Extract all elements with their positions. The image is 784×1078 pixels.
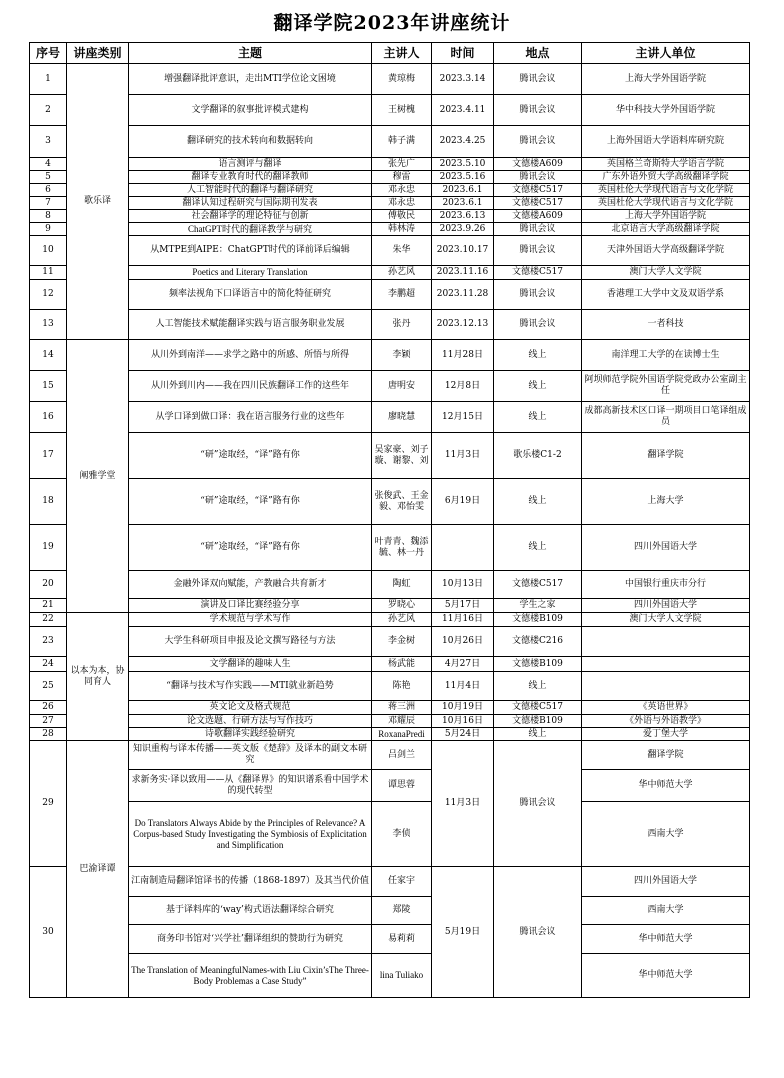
table-row: [30, 171, 750, 184]
topic-cell: Do Translators Always Abide by the Principles of Relevance? A Corpus-based Study Investigating the Symbiosis of Explicitation and Simplification: [129, 802, 372, 867]
topic-cell: 翻译研究的技术转向和数据转向: [129, 126, 372, 158]
unit-cell: 上海大学外国语学院: [582, 210, 750, 223]
place-cell: 学生之家: [494, 599, 582, 613]
unit-cell: 翻译学院: [582, 741, 750, 770]
place-cell: 腾讯会议: [494, 95, 582, 126]
place-cell: 腾讯会议: [494, 741, 582, 867]
row-no: 21: [30, 599, 67, 613]
place-cell: 线上: [494, 672, 582, 701]
category-cell: 歌乐译: [67, 64, 129, 340]
time-cell: [432, 525, 494, 571]
unit-cell: 四川外国语大学: [582, 867, 750, 897]
place-cell: 线上: [494, 371, 582, 402]
place-cell: 文德楼B109: [494, 715, 582, 728]
table-row: [30, 672, 750, 701]
unit-cell: 上海大学外国语学院: [582, 64, 750, 95]
unit-cell: 南洋理工大学的在读博士生: [582, 340, 750, 371]
time-cell: 2023.9.26: [432, 223, 494, 236]
category-cell: 巴渝译谭: [67, 741, 129, 998]
place-cell: 文德楼C517: [494, 184, 582, 197]
row-no: 24: [30, 657, 67, 672]
table-row: [30, 925, 750, 954]
time-cell: 2023.5.16: [432, 171, 494, 184]
row-no: 13: [30, 310, 67, 340]
speaker-cell: 谭思蓉: [372, 770, 432, 802]
topic-cell: 从川外到南洋——求学之路中的所感、所悟与所得: [129, 340, 372, 371]
speaker-cell: 李颖: [372, 340, 432, 371]
table-row: [30, 310, 750, 340]
table-row: [30, 741, 750, 770]
speaker-cell: 孙艺风: [372, 613, 432, 627]
time-cell: 2023.6.13: [432, 210, 494, 223]
place-cell: 腾讯会议: [494, 126, 582, 158]
speaker-cell: 韩林涛: [372, 223, 432, 236]
topic-cell: 基于译料库的‘way’构式语法翻译综合研究: [129, 897, 372, 925]
table-row: [30, 197, 750, 210]
row-no: 4: [30, 158, 67, 171]
table-row: [30, 715, 750, 728]
unit-cell: 英国格兰奇斯特大学语言学院: [582, 158, 750, 171]
row-no: 3: [30, 126, 67, 158]
topic-cell: 文学翻译的趣味人生: [129, 657, 372, 672]
unit-cell: 西南大学: [582, 802, 750, 867]
topic-cell: 频率法视角下口译语言中的简化特征研究: [129, 280, 372, 310]
row-no: 30: [30, 867, 67, 998]
unit-cell: 四川外国语大学: [582, 525, 750, 571]
table-row: [30, 954, 750, 998]
time-cell: 2023.3.14: [432, 64, 494, 95]
row-no: 26: [30, 701, 67, 715]
time-cell: 2023.4.25: [432, 126, 494, 158]
place-cell: 腾讯会议: [494, 64, 582, 95]
speaker-cell: 陶虹: [372, 571, 432, 599]
unit-cell: 华中师范大学: [582, 925, 750, 954]
header-no: 序号: [30, 43, 67, 64]
time-cell: 11月28日: [432, 340, 494, 371]
speaker-cell: 李侦: [372, 802, 432, 867]
row-no: 14: [30, 340, 67, 371]
row-no: 29: [30, 741, 67, 867]
speaker-cell: 朱华: [372, 236, 432, 266]
table-row: [30, 479, 750, 525]
topic-cell: 人工智能技术赋能翻译实践与语言服务职业发展: [129, 310, 372, 340]
topic-cell: 金融外译双向赋能，产教融合共育新才: [129, 571, 372, 599]
topic-cell: 人工智能时代的翻译与翻译研究: [129, 184, 372, 197]
row-no: 12: [30, 280, 67, 310]
table-row: [30, 867, 750, 897]
header-topic: 主题: [129, 43, 372, 64]
unit-cell: 西南大学: [582, 897, 750, 925]
topic-cell: 文学翻译的叙事批评模式建构: [129, 95, 372, 126]
topic-cell: The Translation of MeaningfulNames-with Liu Cixin’sThe Three-Body Problemas a Case Study”: [129, 954, 372, 998]
place-cell: 文德楼C517: [494, 701, 582, 715]
unit-cell: [582, 657, 750, 672]
table-row: [30, 728, 750, 741]
table-row: [30, 280, 750, 310]
row-no: 18: [30, 479, 67, 525]
topic-cell: 诗歌翻译实践经验研究: [129, 728, 372, 741]
unit-cell: 英国杜伦大学现代语言与文化学院: [582, 197, 750, 210]
topic-cell: 演讲及口译比赛经验分享: [129, 599, 372, 613]
speaker-cell: 傅敬民: [372, 210, 432, 223]
table-row: [30, 210, 750, 223]
topic-cell: 从学口译到做口译：我在语言服务行业的这些年: [129, 402, 372, 433]
time-cell: 11月3日: [432, 741, 494, 867]
place-cell: 腾讯会议: [494, 867, 582, 998]
row-no: 6: [30, 184, 67, 197]
category-cell: 阐雅学堂: [67, 340, 129, 613]
speaker-cell: 李金树: [372, 627, 432, 657]
place-cell: 文德楼C517: [494, 571, 582, 599]
speaker-cell: 张俊武、王金毅、邓怡雯: [372, 479, 432, 525]
row-no: 20: [30, 571, 67, 599]
topic-cell: 大学生科研项目申报及论文撰写路径与方法: [129, 627, 372, 657]
header-row: [30, 43, 750, 64]
place-cell: 线上: [494, 728, 582, 741]
table-row: [30, 657, 750, 672]
speaker-cell: 蒋三洲: [372, 701, 432, 715]
unit-cell: 英国杜伦大学现代语言与文化学院: [582, 184, 750, 197]
place-cell: 文德楼B109: [494, 657, 582, 672]
topic-cell: ChatGPT时代的翻译教学与研究: [129, 223, 372, 236]
place-cell: 线上: [494, 525, 582, 571]
unit-cell: 上海大学: [582, 479, 750, 525]
row-no: 2: [30, 95, 67, 126]
table-row: [30, 371, 750, 402]
row-no: 8: [30, 210, 67, 223]
speaker-cell: 张丹: [372, 310, 432, 340]
row-no: 22: [30, 613, 67, 627]
time-cell: 2023.6.1: [432, 197, 494, 210]
row-no: 7: [30, 197, 67, 210]
topic-cell: Poetics and Literary Translation: [129, 266, 372, 280]
header-unit: 主讲人单位: [582, 43, 750, 64]
topic-cell: 增强翻译批评意识，走出MTI学位论文困境: [129, 64, 372, 95]
unit-cell: 成都高新技术区口译一期项目口笔译组成员: [582, 402, 750, 433]
table-row: [30, 613, 750, 627]
category-cell: 以本为本，协同育人: [67, 613, 129, 741]
time-cell: 10月13日: [432, 571, 494, 599]
time-cell: 10月16日: [432, 715, 494, 728]
time-cell: 2023.5.10: [432, 158, 494, 171]
topic-cell: 江南制造局翻译馆译书的传播（1868-1897）及其当代价值: [129, 867, 372, 897]
place-cell: 腾讯会议: [494, 236, 582, 266]
speaker-cell: 邓永忠: [372, 184, 432, 197]
speaker-cell: lina Tuliako: [372, 954, 432, 998]
place-cell: 腾讯会议: [494, 310, 582, 340]
topic-cell: “研”途取经，“译”路有你: [129, 433, 372, 479]
topic-cell: “翻译与技术写作实践——MTI就业新趋势: [129, 672, 372, 701]
speaker-cell: 杨武能: [372, 657, 432, 672]
table-row: [30, 571, 750, 599]
row-no: 19: [30, 525, 67, 571]
speaker-cell: 吴家豪、刘子璇、谢黎、刘: [372, 433, 432, 479]
row-no: 10: [30, 236, 67, 266]
place-cell: 文德楼C517: [494, 266, 582, 280]
speaker-cell: 罗晓心: [372, 599, 432, 613]
row-no: 15: [30, 371, 67, 402]
time-cell: 5月17日: [432, 599, 494, 613]
row-no: 5: [30, 171, 67, 184]
table-row: [30, 627, 750, 657]
unit-cell: 澳门大学人文学院: [582, 613, 750, 627]
speaker-cell: RoxanaPredi: [372, 728, 432, 741]
place-cell: 文德楼C216: [494, 627, 582, 657]
unit-cell: 华中师范大学: [582, 770, 750, 802]
topic-cell: 英文论文及格式规范: [129, 701, 372, 715]
row-no: 11: [30, 266, 67, 280]
topic-cell: 求新务实·译以致用——从《翻译界》的知识谱系看中国学术的现代转型: [129, 770, 372, 802]
speaker-cell: 韩子满: [372, 126, 432, 158]
place-cell: 文德楼A609: [494, 158, 582, 171]
unit-cell: [582, 627, 750, 657]
unit-cell: 爱丁堡大学: [582, 728, 750, 741]
unit-cell: 广东外语外贸大学高级翻译学院: [582, 171, 750, 184]
table-row: [30, 525, 750, 571]
unit-cell: [582, 672, 750, 701]
time-cell: 2023.6.1: [432, 184, 494, 197]
speaker-cell: 王树槐: [372, 95, 432, 126]
table-row: [30, 223, 750, 236]
table-row: [30, 701, 750, 715]
speaker-cell: 廖晓慧: [372, 402, 432, 433]
speaker-cell: 张先广: [372, 158, 432, 171]
time-cell: 10月26日: [432, 627, 494, 657]
table-row: [30, 184, 750, 197]
time-cell: 2023.11.28: [432, 280, 494, 310]
unit-cell: 北京语言大学高级翻译学院: [582, 223, 750, 236]
place-cell: 腾讯会议: [494, 223, 582, 236]
topic-cell: 从MTPE到AIPE：ChatGPT时代的译前译后编辑: [129, 236, 372, 266]
table-row: [30, 64, 750, 95]
topic-cell: 学术规范与学术写作: [129, 613, 372, 627]
row-no: 9: [30, 223, 67, 236]
time-cell: 5月19日: [432, 867, 494, 998]
page-title: 翻译学院2023年讲座统计: [273, 12, 511, 34]
table-row: [30, 897, 750, 925]
time-cell: 2023.10.17: [432, 236, 494, 266]
place-cell: 线上: [494, 402, 582, 433]
place-cell: 腾讯会议: [494, 171, 582, 184]
time-cell: 6月19日: [432, 479, 494, 525]
unit-cell: 华中师范大学: [582, 954, 750, 998]
speaker-cell: 穆雷: [372, 171, 432, 184]
table-row: [30, 402, 750, 433]
table-row: [30, 340, 750, 371]
topic-cell: “研”途取经，“译”路有你: [129, 525, 372, 571]
table-row: [30, 95, 750, 126]
time-cell: 4月27日: [432, 657, 494, 672]
lecture-table: [29, 42, 750, 998]
topic-cell: 知识重构与译本传播——英文版《楚辞》及译本的副文本研究: [129, 741, 372, 770]
time-cell: 10月19日: [432, 701, 494, 715]
header-speaker: 主讲人: [372, 43, 432, 64]
time-cell: 12月15日: [432, 402, 494, 433]
row-no: 23: [30, 627, 67, 657]
table-row: [30, 266, 750, 280]
unit-cell: 上海外国语大学语料库研究院: [582, 126, 750, 158]
unit-cell: 四川外国语大学: [582, 599, 750, 613]
speaker-cell: 叶青青、魏添毓、林一丹: [372, 525, 432, 571]
time-cell: 5月24日: [432, 728, 494, 741]
topic-cell: “研”途取经，“译”路有你: [129, 479, 372, 525]
unit-cell: 《英语世界》: [582, 701, 750, 715]
row-no: 27: [30, 715, 67, 728]
table-row: [30, 433, 750, 479]
unit-cell: 一者科技: [582, 310, 750, 340]
header-time: 时间: [432, 43, 494, 64]
header-place: 地点: [494, 43, 582, 64]
time-cell: 2023.12.13: [432, 310, 494, 340]
row-no: 28: [30, 728, 67, 741]
topic-cell: 翻译专业教育时代的翻译教师: [129, 171, 372, 184]
place-cell: 文德楼B109: [494, 613, 582, 627]
unit-cell: 天津外国语大学高级翻译学院: [582, 236, 750, 266]
topic-cell: 论文选题、行研方法与写作技巧: [129, 715, 372, 728]
table-row: [30, 770, 750, 802]
time-cell: 11月16日: [432, 613, 494, 627]
speaker-cell: 易莉莉: [372, 925, 432, 954]
time-cell: 2023.11.16: [432, 266, 494, 280]
time-cell: 12月8日: [432, 371, 494, 402]
table-row: [30, 599, 750, 613]
speaker-cell: 吕剑兰: [372, 741, 432, 770]
speaker-cell: 任家宇: [372, 867, 432, 897]
table-row: [30, 236, 750, 266]
place-cell: 文德楼C517: [494, 197, 582, 210]
place-cell: 腾讯会议: [494, 280, 582, 310]
topic-cell: 社会翻译学的理论特征与创新: [129, 210, 372, 223]
unit-cell: 阿坝师范学院外国语学院党政办公室副主任: [582, 371, 750, 402]
speaker-cell: 黄琼梅: [372, 64, 432, 95]
table-row: [30, 158, 750, 171]
place-cell: 线上: [494, 340, 582, 371]
unit-cell: 香港理工大学中文及双语学系: [582, 280, 750, 310]
unit-cell: 《外语与外语教学》: [582, 715, 750, 728]
topic-cell: 商务印书馆对‘兴学社’翻译组织的赞助行为研究: [129, 925, 372, 954]
speaker-cell: 邓永忠: [372, 197, 432, 210]
unit-cell: 华中科技大学外国语学院: [582, 95, 750, 126]
time-cell: 11月3日: [432, 433, 494, 479]
unit-cell: 澳门大学人文学院: [582, 266, 750, 280]
speaker-cell: 郑陵: [372, 897, 432, 925]
table-row: [30, 126, 750, 158]
row-no: 1: [30, 64, 67, 95]
unit-cell: 翻译学院: [582, 433, 750, 479]
place-cell: 文德楼A609: [494, 210, 582, 223]
speaker-cell: 邓耀辰: [372, 715, 432, 728]
topic-cell: 从川外到川内——我在四川民族翻译工作的这些年: [129, 371, 372, 402]
topic-cell: 翻译认知过程研究与国际期刊发表: [129, 197, 372, 210]
time-cell: 11月4日: [432, 672, 494, 701]
speaker-cell: 李鹏超: [372, 280, 432, 310]
row-no: 16: [30, 402, 67, 433]
row-no: 25: [30, 672, 67, 701]
place-cell: 歌乐楼C1-2: [494, 433, 582, 479]
row-no: 17: [30, 433, 67, 479]
speaker-cell: 孙艺风: [372, 266, 432, 280]
speaker-cell: 唐明安: [372, 371, 432, 402]
header-category: 讲座类别: [67, 43, 129, 64]
time-cell: 2023.4.11: [432, 95, 494, 126]
unit-cell: 中国银行重庆市分行: [582, 571, 750, 599]
topic-cell: 语言测评与翻译: [129, 158, 372, 171]
place-cell: 线上: [494, 479, 582, 525]
table-row: [30, 802, 750, 867]
speaker-cell: 陈艳: [372, 672, 432, 701]
